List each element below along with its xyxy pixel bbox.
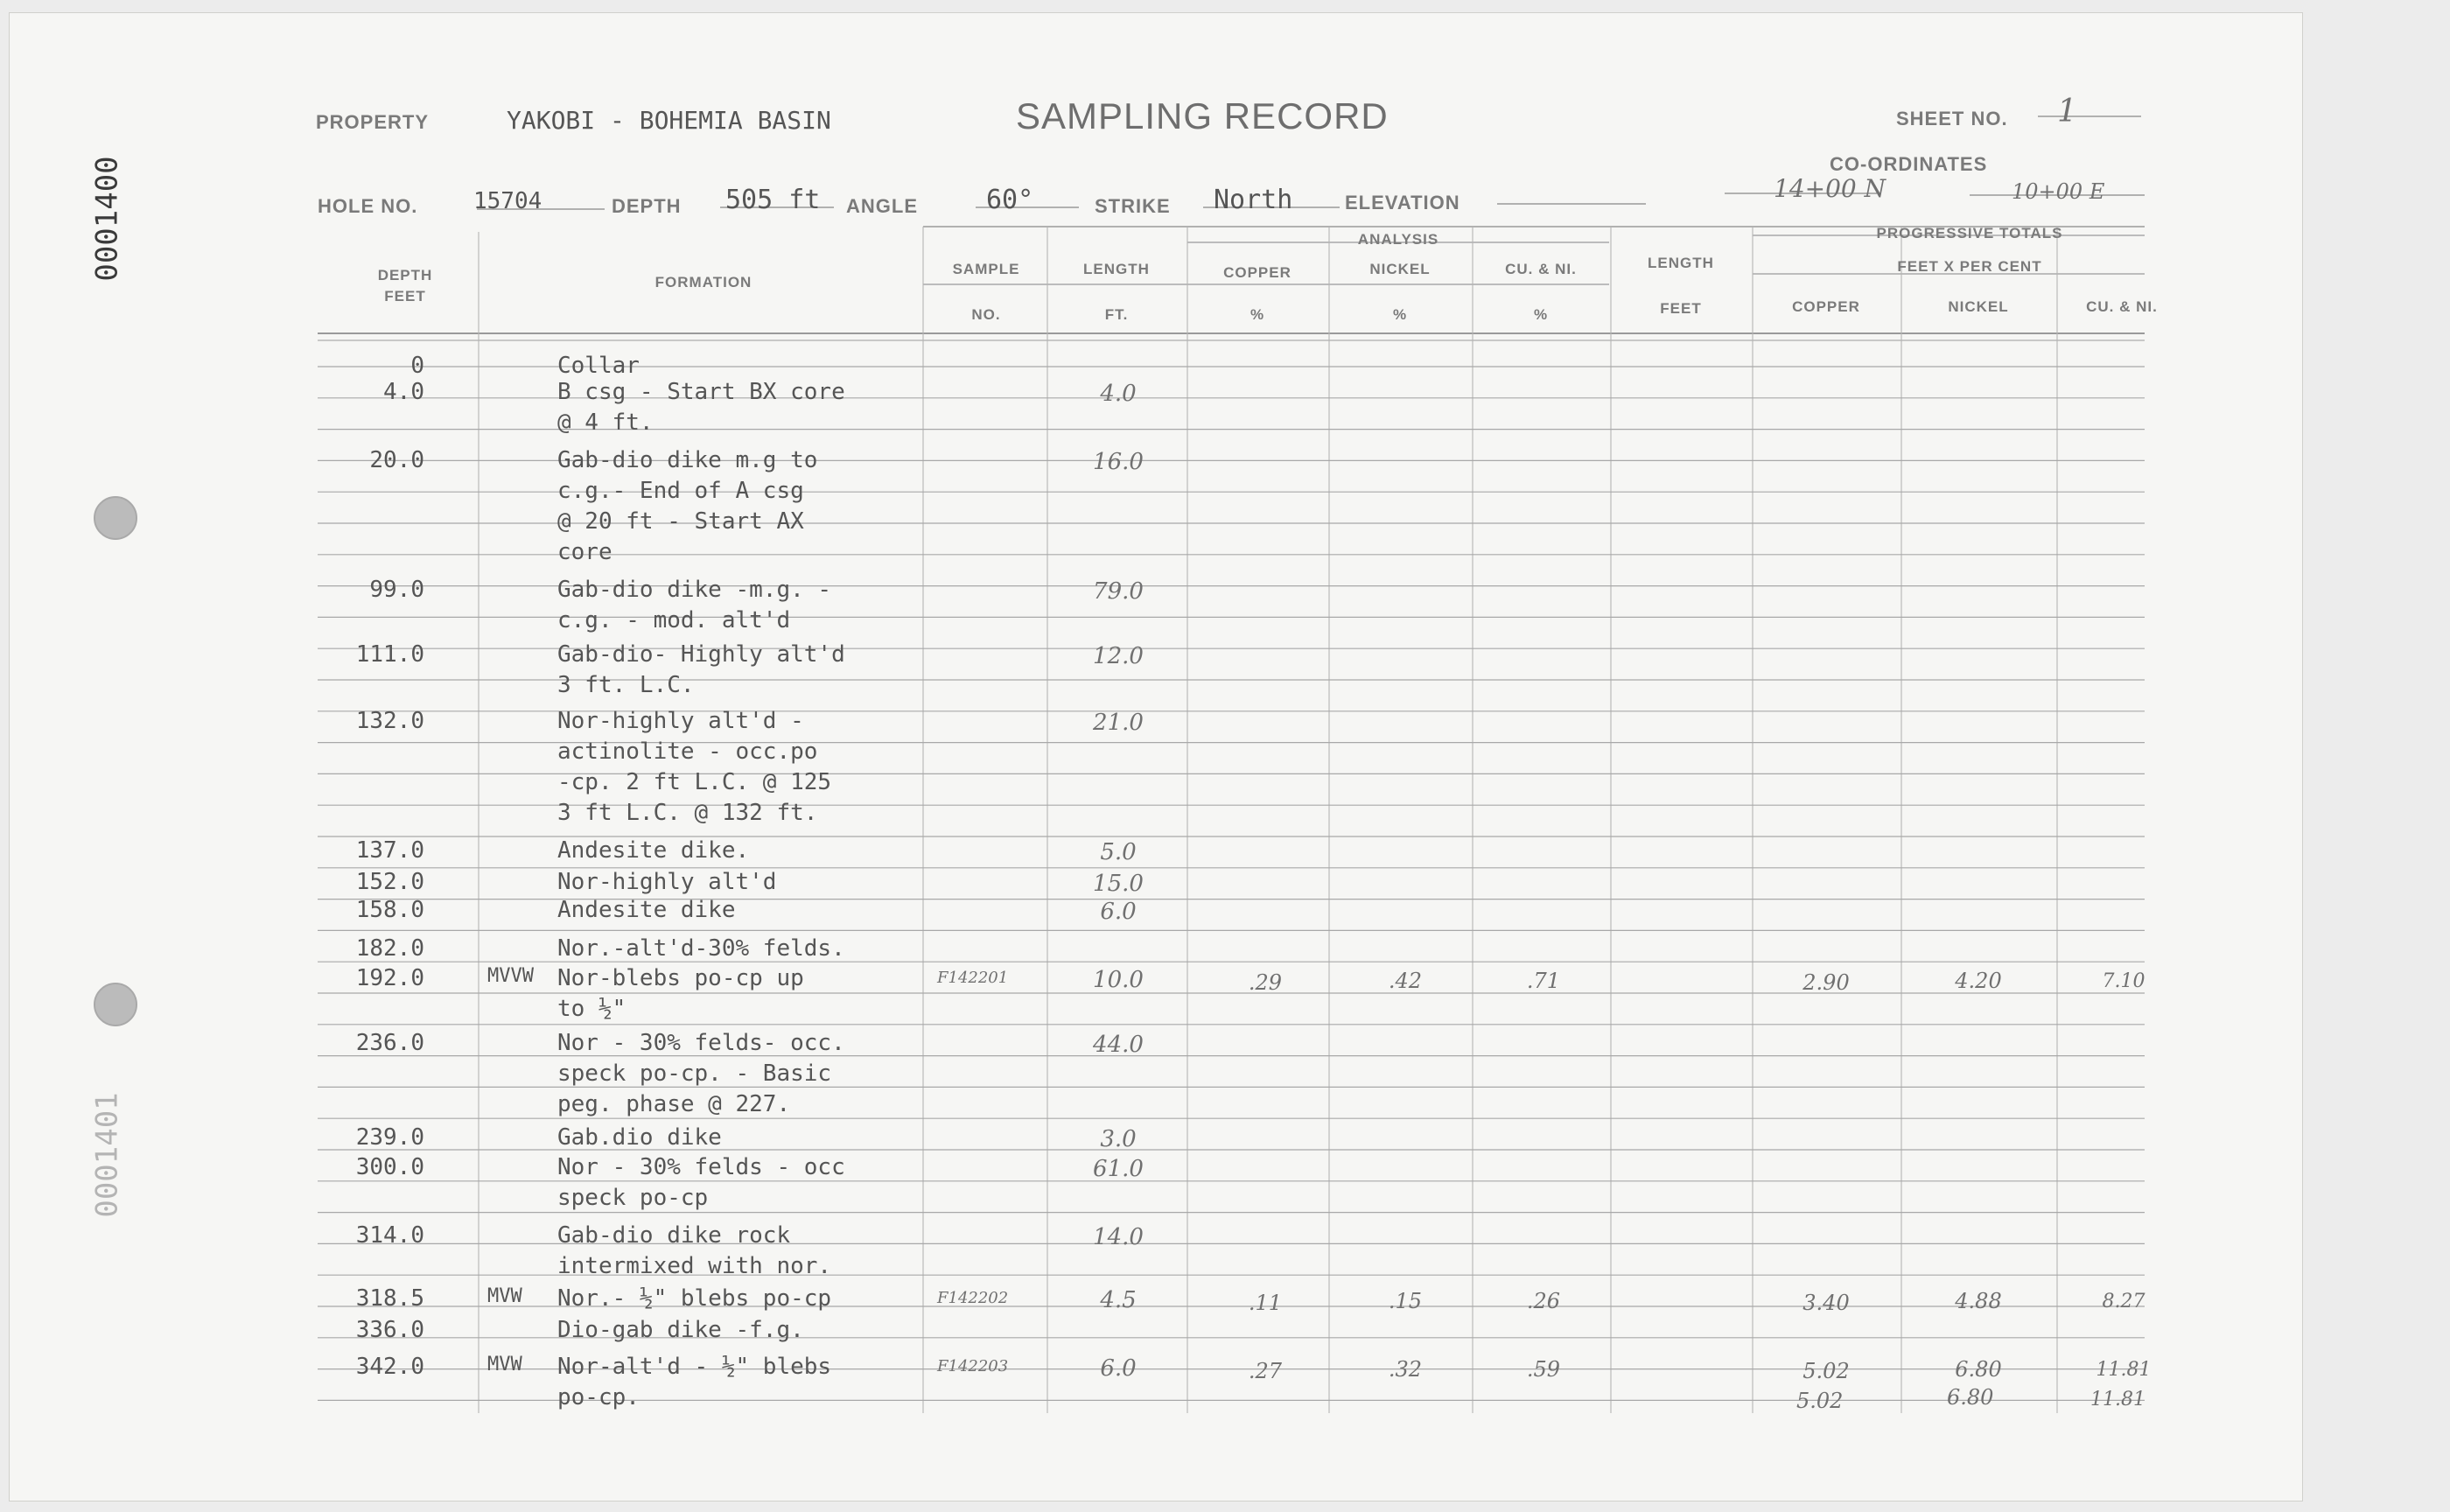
row-formation-line: Nor - 30% felds- occ. xyxy=(557,1030,845,1056)
col-pcuni: CU. & NI. xyxy=(2086,298,2158,315)
stamp-top: 0001400 xyxy=(89,156,125,282)
row-marker: MVW xyxy=(487,1285,522,1307)
row-depth: 158.0 xyxy=(355,897,424,923)
col-depth: DEPTH xyxy=(377,267,433,284)
row-depth: 137.0 xyxy=(355,837,424,864)
row-marker: MVVW xyxy=(487,965,534,987)
row-depth: 182.0 xyxy=(355,935,424,962)
row-cuni: .59 xyxy=(1526,1357,1561,1382)
row-length: 12.0 xyxy=(1093,643,1144,669)
col-sample: SAMPLE xyxy=(952,261,1020,277)
row-length: 79.0 xyxy=(1093,578,1144,605)
page-title: SAMPLING RECORD xyxy=(1016,95,1389,136)
row-marker: MVW xyxy=(487,1354,522,1376)
row-prog-copper: 3.40 xyxy=(1802,1291,1850,1315)
depth-value: 505 ft xyxy=(725,185,821,215)
row-depth: 336.0 xyxy=(355,1317,424,1343)
row-formation-line: Gab-dio dike rock xyxy=(557,1222,791,1249)
row-length: 6.0 xyxy=(1100,1355,1137,1382)
hole-value: 15704 xyxy=(473,188,542,214)
punch-hole-top xyxy=(94,496,137,540)
col-length2: LENGTH xyxy=(1648,255,1714,271)
row-nickel: .15 xyxy=(1388,1289,1423,1313)
col-formation: FORMATION xyxy=(654,274,752,290)
col-sample-sub: NO. xyxy=(971,306,1001,323)
col-copper: COPPER xyxy=(1223,264,1292,281)
col-cuni: CU. & NI. xyxy=(1505,261,1577,277)
row-copper: .29 xyxy=(1248,970,1283,995)
col-length-sub: FT. xyxy=(1104,306,1129,323)
row-cuni: .71 xyxy=(1526,969,1561,993)
row-formation-line: Gab.dio dike xyxy=(557,1124,722,1151)
row-formation-line: Nor - 30% felds - occ xyxy=(557,1154,845,1180)
hole-label: HOLE NO. xyxy=(318,195,418,217)
col-prog-sub: FEET X PER CENT xyxy=(1897,258,2042,275)
row-sample-no: F142202 xyxy=(937,1289,1009,1307)
row-sample-no: F142203 xyxy=(937,1357,1009,1376)
row-length: 15.0 xyxy=(1093,871,1144,897)
col-nickel-sub: % xyxy=(1392,306,1408,323)
col-depth-sub: FEET xyxy=(384,288,426,304)
row-formation-line: Andesite dike. xyxy=(557,837,750,864)
row-depth: 318.5 xyxy=(355,1285,424,1312)
row-formation-line: c.g. - mod. alt'd xyxy=(557,607,791,634)
row-formation-line: @ 20 ft - Start AX xyxy=(557,508,804,535)
row-formation-line: Nor-alt'd - ½" blebs xyxy=(557,1354,832,1380)
row-depth: 342.0 xyxy=(355,1354,424,1380)
row-formation-line: peg. phase @ 227. xyxy=(557,1091,791,1117)
row-length: 5.0 xyxy=(1100,839,1137,865)
row-formation-line: Gab-dio dike m.g to xyxy=(557,447,818,473)
col-nickel: NICKEL xyxy=(1369,261,1431,277)
row-nickel: .32 xyxy=(1388,1357,1423,1382)
row-formation-line: Andesite dike xyxy=(557,897,736,923)
col-pnickel: NICKEL xyxy=(1948,298,2009,315)
row-formation-line: Nor.- ½" blebs po-cp xyxy=(557,1285,832,1312)
row-length: 10.0 xyxy=(1093,967,1144,993)
row-formation-line: Nor-highly alt'd - xyxy=(557,708,804,734)
row-depth: 239.0 xyxy=(355,1124,424,1151)
row-depth: 99.0 xyxy=(369,577,424,603)
row-formation-line: B csg - Start BX core xyxy=(557,379,845,405)
strike-value: North xyxy=(1214,185,1293,215)
col-length: LENGTH xyxy=(1083,261,1150,277)
row-prog-cuni: 8.27 xyxy=(2102,1291,2146,1312)
col-pcopper: COPPER xyxy=(1792,298,1860,315)
row-formation-line: core xyxy=(557,539,612,565)
row-sample-no: F142201 xyxy=(937,969,1009,987)
row-prog-nickel: 4.88 xyxy=(1955,1289,2002,1313)
row-depth: 4.0 xyxy=(383,379,424,405)
row-formation-line: Gab-dio dike -m.g. - xyxy=(557,577,832,603)
row-formation-line: c.g.- End of A csg xyxy=(557,478,804,504)
row-formation-line: Nor-blebs po-cp up xyxy=(557,965,804,991)
row-length: 61.0 xyxy=(1093,1156,1144,1182)
row-depth: 192.0 xyxy=(355,965,424,991)
total-copper: 5.02 xyxy=(1796,1389,1844,1413)
row-length: 44.0 xyxy=(1093,1032,1144,1058)
row-depth: 152.0 xyxy=(355,869,424,895)
row-depth: 0 xyxy=(410,353,424,379)
angle-label: ANGLE xyxy=(846,195,918,217)
row-copper: .27 xyxy=(1248,1359,1283,1383)
elevation-label: ELEVATION xyxy=(1345,192,1460,214)
coord-n: 14+00 N xyxy=(1774,174,1886,203)
row-depth: 314.0 xyxy=(355,1222,424,1249)
row-formation-line: intermixed with nor. xyxy=(557,1253,832,1279)
col-length2-sub: FEET xyxy=(1660,300,1702,317)
row-length: 4.0 xyxy=(1100,381,1137,407)
sheet-label: SHEET NO. xyxy=(1896,108,2008,130)
row-formation-line: actinolite - occ.po xyxy=(557,738,818,765)
col-cuni-sub: % xyxy=(1533,306,1549,323)
depth-label: DEPTH xyxy=(612,195,682,217)
row-nickel: .42 xyxy=(1388,969,1423,993)
stamp-bottom: 0001401 xyxy=(89,1092,125,1218)
row-depth: 111.0 xyxy=(355,641,424,668)
row-formation-line: to ½" xyxy=(557,996,626,1022)
row-formation-line: Gab-dio- Highly alt'd xyxy=(557,641,845,668)
angle-value: 60° xyxy=(986,185,1034,215)
property-label: PROPERTY xyxy=(316,111,430,133)
row-length: 4.5 xyxy=(1100,1287,1137,1313)
strike-label: STRIKE xyxy=(1095,195,1171,217)
row-length: 3.0 xyxy=(1100,1126,1137,1152)
row-length: 21.0 xyxy=(1093,710,1144,736)
row-formation-line: Collar xyxy=(557,353,640,379)
row-formation-line: speck po-cp. - Basic xyxy=(557,1060,832,1087)
row-copper: .11 xyxy=(1248,1291,1283,1315)
row-depth: 132.0 xyxy=(355,708,424,734)
row-formation-line: Nor-highly alt'd xyxy=(557,869,777,895)
row-prog-copper: 2.90 xyxy=(1802,970,1850,995)
coord-e: 10+00 E xyxy=(2012,179,2105,204)
row-formation-line: Dio-gab dike -f.g. xyxy=(557,1317,804,1343)
row-formation-line: 3 ft L.C. @ 132 ft. xyxy=(557,800,818,826)
punch-hole-bottom xyxy=(94,983,137,1026)
col-analysis: ANALYSIS xyxy=(1357,231,1439,248)
row-depth: 236.0 xyxy=(355,1030,424,1056)
row-length: 16.0 xyxy=(1093,449,1144,475)
row-prog-cuni: 7.10 xyxy=(2102,970,2146,992)
row-cuni: .26 xyxy=(1526,1289,1561,1313)
sheet-value: 1 xyxy=(2057,94,2077,130)
row-length: 6.0 xyxy=(1100,899,1137,925)
row-formation-line: @ 4 ft. xyxy=(557,410,654,436)
row-formation-line: 3 ft. L.C. xyxy=(557,672,695,698)
col-prog: PROGRESSIVE TOTALS xyxy=(1876,225,2063,242)
total-nickel: 6.80 xyxy=(1947,1385,1994,1410)
property-value: YAKOBI - BOHEMIA BASIN xyxy=(507,106,831,135)
coords-label: CO-ORDINATES xyxy=(1830,153,1988,175)
row-prog-nickel: 4.20 xyxy=(1955,969,2002,993)
row-length: 14.0 xyxy=(1093,1224,1144,1250)
row-formation-line: Nor.-alt'd-30% felds. xyxy=(557,935,845,962)
row-formation-line: speck po-cp xyxy=(557,1185,709,1211)
sampling-record-sheet xyxy=(9,12,2303,1502)
row-formation-line: -cp. 2 ft L.C. @ 125 xyxy=(557,769,832,795)
row-formation-line: po-cp. xyxy=(557,1384,640,1410)
total-cuni: 11.81 xyxy=(2090,1389,2146,1410)
row-prog-nickel: 6.80 xyxy=(1955,1357,2002,1382)
row-depth: 20.0 xyxy=(369,447,424,473)
col-copper-sub: % xyxy=(1250,306,1265,323)
row-prog-copper: 5.02 xyxy=(1802,1359,1850,1383)
row-depth: 300.0 xyxy=(355,1154,424,1180)
row-prog-cuni: 11.81 xyxy=(2096,1359,2152,1381)
